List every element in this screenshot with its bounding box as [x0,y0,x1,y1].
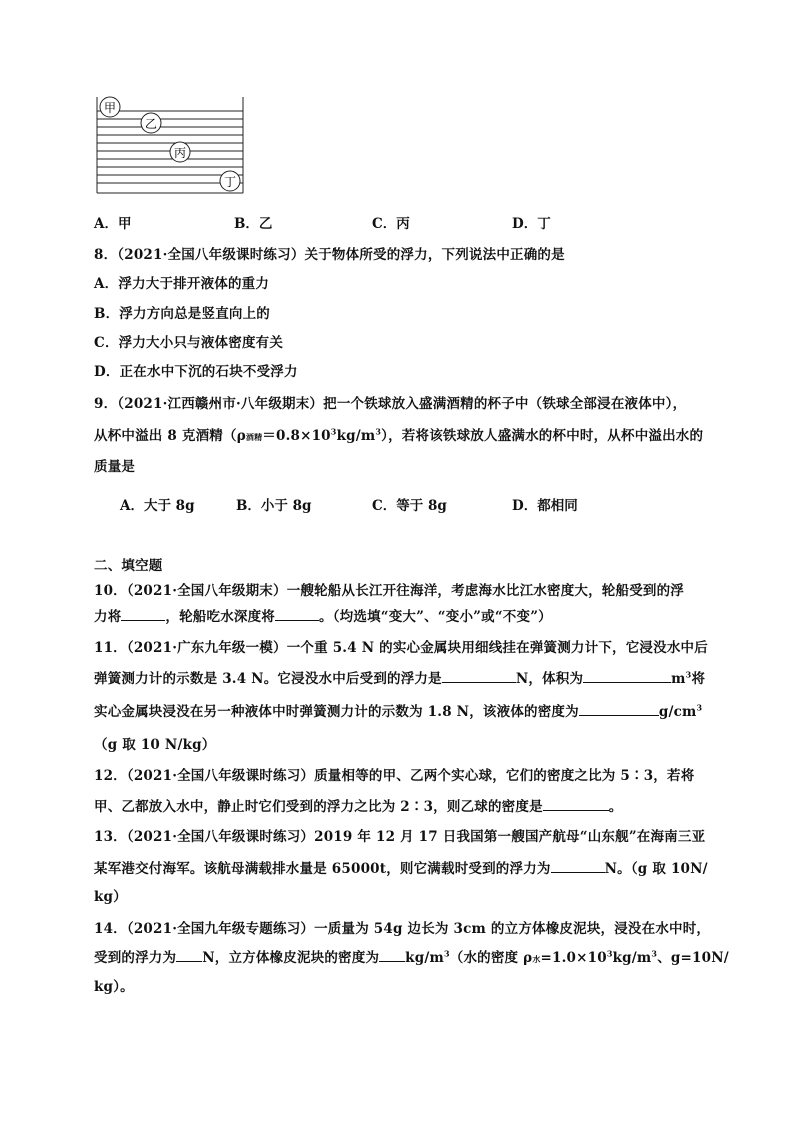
q9-line-1: 9．（2021·江西赣州市·八年级期末）把一个铁球放入盛满酒精的杯子中（铁球全部浸在液体中）， [94,396,687,412]
q11-line-2: 弹簧测力计的示数是 3.4 N。它浸没水中后受到的浮力是 N，体积为 $m^3$将 [94,669,706,687]
blank [275,608,319,621]
q8-option-b: B．浮力方向总是竖直向上的 [94,306,271,322]
ball-yi [141,113,161,133]
blank [583,670,671,683]
svg-text:甲: 甲 [103,101,117,115]
blank [543,798,609,811]
svg-text:丙: 丙 [173,146,187,160]
q8-option-a: A．浮力大于排开液体的重力 [94,276,270,292]
q9-line-3: 质量是 [94,459,136,475]
blank [442,670,516,683]
svg-text:丁: 丁 [223,175,237,189]
q9-option-b: B．小于 8g [236,498,312,514]
q7-option-a: A．甲 [94,216,132,232]
q8-stem: 8．（2021·全国八年级课时练习）关于物体所受的浮力，下列说法中正确的是 [94,247,565,263]
blank [121,608,165,621]
q11-line-3: 实心金属块浸没在另一种液体中时弹簧测力计的示数为 1.8 N，该液体的密度为 $g/cm^3$ [94,702,703,720]
q13-line-1: 13．（2021·全国八年级课时练习）2019 年 12 月 17 日我国第一艘国产航母“山东舰”在海南三亚 [94,829,706,845]
ball-bing [170,142,190,162]
buoyancy-figure [96,95,246,195]
q12-line-2: 甲、乙都放入水中，静止时它们受到的浮力之比为 2∶3，则乙球的密度是 。 [94,799,623,815]
q7-option-c: C．丙 [372,216,410,232]
q9-option-c: C．等于 8g [372,498,447,514]
q11-line-4: （g 取 10 N/kg） [94,737,216,753]
q8-option-c: C．浮力大小只与液体密度有关 [94,335,284,351]
q8-option-d: D．正在水中下沉的石块不受浮力 [94,364,298,380]
ball-ding [220,171,240,191]
ball-jia [100,97,120,117]
q11-line-1: 11．（2021·广东九年级一模）一个重 5.4 N 的实心金属块用细线挂在弹簧测力计下，它浸没水中后 [94,640,708,656]
blank [176,949,202,962]
q13-line-3: kg） [94,889,127,905]
q14-line-2: 受到的浮力为 N，立方体橡皮泥块的密度为 $kg/m^3$（水的密度 ρ水$=1.0\times 10^3kg/m^3$、g=10N/ [94,948,729,966]
blank [551,860,605,873]
q9-line-2: 从杯中溢出 8 克酒精（ρ酒精$=0.8\times 10^3kg/m^3$），若将该铁球放人盛满水的杯中时，从杯中溢出水的 [94,426,704,444]
blank [579,703,659,716]
q9-option-d: D．都相同 [512,498,578,514]
q10-line-2: 力将 ，轮船吃水深度将 。（均选填“变大”、“变小”或“不变”） [94,609,552,625]
q10-line-1: 10．（2021·全国八年级期末）一艘轮船从长江开往海洋，考虑海水比江水密度大，轮船受到的浮 [94,583,685,599]
q7-option-d: D．丁 [512,216,551,232]
q13-line-2: 某军港交付海军。该航母满载排水量是 65000t，则它满载时受到的浮力为 N。（g 取 10N/ [94,861,708,877]
q14-line-1: 14．（2021·全国九年级专题练习）一质量为 54g 边长为 3cm 的立方体橡皮泥块，浸没在水中时， [94,921,711,937]
svg-text:乙: 乙 [144,117,158,131]
q14-line-3: kg）。 [94,979,134,995]
q12-line-1: 12．（2021·全国八年级课时练习）质量相等的甲、乙两个实心球，它们的密度之比为 5∶3，若将 [94,768,695,784]
blank [379,949,405,962]
q7-option-b: B．乙 [234,216,273,232]
section-title: 二、填空题 [94,558,163,574]
q9-option-a: A．大于 8g [120,498,195,514]
